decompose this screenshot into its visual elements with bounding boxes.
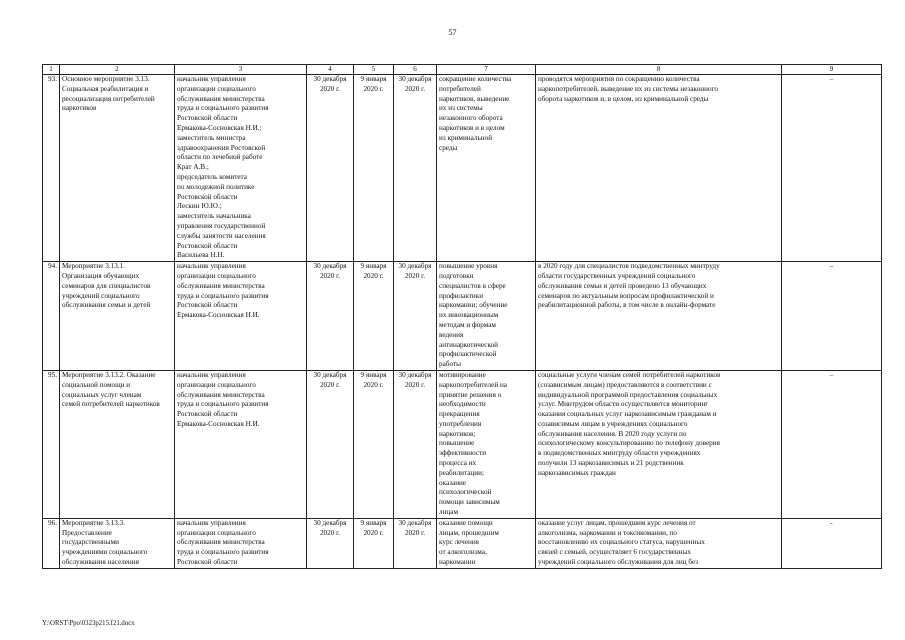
cell-text-line: заместитель начальника xyxy=(177,212,251,221)
cell-text-line: оказание помощи xyxy=(439,518,493,527)
cell-text-line: обслуживания министерства xyxy=(177,538,265,547)
cell-text-line: начальник управления xyxy=(177,370,246,379)
cell-text-line: учреждений социального обслуживания для лиц без xyxy=(538,558,699,567)
cell-text-line: Организация обучающих xyxy=(62,271,140,280)
measure-name-cell xyxy=(60,262,175,371)
cell-text-line: наркомании xyxy=(439,558,476,567)
cell-text-line: в 2020 году для специалистов подведомственных минтруду xyxy=(538,262,720,271)
cell-text-line: председатель комитета xyxy=(177,172,247,181)
cell-text-line: семинаров для специалистов xyxy=(62,281,151,290)
cell-text-line: 2020 г. xyxy=(363,528,384,537)
column-number: 6 xyxy=(394,65,437,75)
fact-start-date-cell xyxy=(354,518,394,568)
cell-text-line: профилактической xyxy=(439,350,497,359)
cell-text-line: семей потребителей наркотиков xyxy=(62,400,160,409)
cell-text-line: Социальная реабилитация и xyxy=(62,84,149,93)
cell-text-line: услуг. Минтрудом области осуществляется мониторинг xyxy=(538,400,709,409)
cell-text-line: Основное мероприятие 3.13. xyxy=(62,75,150,83)
plan-end-date-cell xyxy=(307,75,354,262)
actual-result-cell xyxy=(536,518,782,568)
column-number: 9 xyxy=(782,65,882,75)
column-number: 4 xyxy=(307,65,354,75)
cell-text-line: организации социального xyxy=(177,84,256,93)
cell-text-line: 30 декабря xyxy=(398,75,432,83)
cell-text-line: сокращение количества xyxy=(439,75,512,83)
cell-text-line: Ермакова-Сосновская Н.И.; xyxy=(177,123,262,132)
cell-text-line: антинаркотической xyxy=(439,340,499,349)
fact-end-date-cell xyxy=(394,75,437,262)
cell-text-line: начальник управления xyxy=(177,518,246,527)
cell-text-line: 2020 г. xyxy=(319,271,341,280)
report-table xyxy=(42,64,882,569)
cell-text-line: 30 декабря xyxy=(398,518,432,527)
cell-text-line: принятие решения о xyxy=(439,390,502,399)
cell-text-line: оказание услуг лицам, прошедшим курс лечения от xyxy=(538,518,696,527)
cell-text-line: обслуживания населения xyxy=(62,558,139,567)
cell-text-line: Предоставление xyxy=(62,528,112,537)
cell-text-line: наркомании; обучение xyxy=(439,301,508,310)
cell-text-line: организации социального xyxy=(177,271,256,280)
cell-text-line: психологической xyxy=(439,488,492,497)
column-number: 1 xyxy=(43,65,60,75)
cell-text-line: 30 декабря xyxy=(313,370,347,379)
expected-result-cell xyxy=(437,370,536,518)
plan-end-date-cell xyxy=(307,518,354,568)
cell-text-line: наркозависимых граждан xyxy=(538,468,616,477)
cell-text-line: от алкоголизма, xyxy=(439,548,487,557)
cell-text-line: мотивирование xyxy=(439,370,486,379)
measure-name-cell xyxy=(60,370,175,518)
cell-text-line: труда и социального развития xyxy=(177,548,269,557)
cell-text-line: труда и социального развития xyxy=(177,291,269,300)
cell-text-line: подготовки xyxy=(439,271,474,280)
cell-text-line: 30 декабря xyxy=(398,370,432,379)
cell-text-line: службы занятости населения xyxy=(177,231,266,240)
cell-text-line: необходимости xyxy=(439,400,486,409)
actual-result-cell xyxy=(536,262,782,371)
cell-text-line: прекращения xyxy=(439,410,480,419)
cell-text-line: обслуживания министерства xyxy=(177,390,265,399)
cell-text-line: оборота наркотиков и, в целом, из криминальной среды xyxy=(538,94,709,103)
cell-text-line: профилактики xyxy=(439,291,484,300)
responsible-person-cell xyxy=(175,75,307,262)
table-row xyxy=(43,75,882,262)
cell-text-line: управления государственной xyxy=(177,221,266,230)
cell-text-line: Ростовской области xyxy=(177,192,238,201)
cell-text-line: социальной помощи и xyxy=(62,380,131,389)
cell-text-line: Ростовской области xyxy=(177,241,238,250)
cell-text-line: реабилитации; xyxy=(439,468,484,477)
cell-text-line: семинаров по актуальным вопросам профилактической и xyxy=(538,291,714,300)
cell-text-line: Мероприятие 3.13.2. Оказание xyxy=(62,370,156,379)
cell-text-line: Мероприятие 3.13.3. xyxy=(62,518,126,527)
note-cell xyxy=(782,370,882,518)
cell-text-line: 9 января xyxy=(360,518,387,527)
cell-text-line: употребления xyxy=(439,419,482,428)
cell-text-line: курс лечения xyxy=(439,538,479,547)
cell-text-line: повышение xyxy=(439,439,475,448)
cell-text-line: в подведомственных минтруду области учреждениях xyxy=(538,449,701,458)
fact-start-date-cell xyxy=(354,262,394,371)
footer-file-path: Y:\ORST\Ppo\0323p215.f21.docx xyxy=(42,620,135,627)
fact-start-date-cell xyxy=(354,75,394,262)
cell-text-line: 2020 г. xyxy=(404,528,426,537)
cell-text-line: – xyxy=(829,370,834,379)
table-row xyxy=(43,518,882,568)
cell-text-line: 2020 г. xyxy=(363,380,384,389)
cell-text-line: получили 13 наркозависимых и 21 родственник xyxy=(538,459,684,468)
cell-text-line: обслуживания семьи и детей проведено 13 обучающих xyxy=(538,281,707,290)
cell-text-line: учреждений социального xyxy=(62,291,140,300)
cell-text-line: незаконного оборота xyxy=(439,114,503,123)
cell-text-line: созависимым лицам в учреждениях социального xyxy=(538,419,688,428)
cell-text-line: - xyxy=(830,518,833,527)
cell-text-line: реабилитационной работы, в том числе в онлайн-формате xyxy=(538,301,716,310)
cell-text-line: алкоголизма, наркомании и токсикомании, по xyxy=(538,528,677,537)
cell-text-line: методам и формам xyxy=(439,320,496,329)
column-number: 8 xyxy=(536,65,782,75)
row-number-cell: 94. xyxy=(43,262,60,371)
cell-text-line: работы xyxy=(439,360,461,369)
cell-text-line: (созависимым лицам) предоставляются в соответствии с xyxy=(538,380,712,389)
cell-text-line: заместитель министра xyxy=(177,133,246,142)
table-row xyxy=(43,262,882,371)
cell-text-line: Ермакова-Сосновская Н.И. xyxy=(177,311,260,320)
page-number: 57 xyxy=(448,28,457,37)
responsible-person-cell xyxy=(175,262,307,371)
cell-text-line: начальник управления xyxy=(177,75,246,83)
cell-text-line: Ростовской области xyxy=(177,410,238,419)
fact-end-date-cell xyxy=(394,262,437,371)
cell-text-line: их из системы xyxy=(439,104,483,113)
cell-text-line: проводятся мероприятия по сокращению количества xyxy=(538,75,700,83)
cell-text-line: лицам, прошедшим xyxy=(439,528,499,537)
cell-text-line: их инновационным xyxy=(439,311,499,320)
responsible-person-cell xyxy=(175,518,307,568)
cell-text-line: 9 января xyxy=(360,75,387,83)
cell-text-line: организации социального xyxy=(177,528,256,537)
cell-text-line: наркопотребителей, выведение их из системы незаконного xyxy=(538,84,718,93)
cell-text-line: специалистов в сфере xyxy=(439,281,506,290)
measure-name-cell xyxy=(60,75,175,262)
cell-text-line: здравоохранения Ростовской xyxy=(177,143,266,152)
cell-text-line: 2020 г. xyxy=(404,380,426,389)
cell-text-line: среды xyxy=(439,143,458,152)
column-number: 3 xyxy=(175,65,307,75)
expected-result-cell xyxy=(437,75,536,262)
cell-text-line: Лескин Ю.Ю.; xyxy=(177,202,222,211)
column-number-row xyxy=(43,65,882,75)
cell-text-line: области по лечебной работе xyxy=(177,153,263,162)
cell-text-line: оказания социальных услуг наркозависимым гражданам и xyxy=(538,410,717,419)
cell-text-line: 2020 г. xyxy=(363,84,384,93)
column-number: 7 xyxy=(437,65,536,75)
cell-text-line: наркотиков, выведение xyxy=(439,94,510,103)
cell-text-line: области государственных учреждений социального xyxy=(538,271,696,280)
measure-name-cell xyxy=(60,518,175,568)
cell-text-line: 9 января xyxy=(360,370,387,379)
cell-text-line: государственными xyxy=(62,538,120,547)
cell-text-line: эффективности xyxy=(439,449,487,458)
cell-text-line: обслуживания министерства xyxy=(177,94,265,103)
cell-text-line: наркотиков и в целом xyxy=(439,123,505,132)
note-cell xyxy=(782,262,882,371)
row-number-cell: 93. xyxy=(43,75,60,262)
cell-text-line: восстановлению их социального статуса, нарушенных xyxy=(538,538,705,547)
cell-text-line: наркотиков; xyxy=(439,429,476,438)
actual-result-cell xyxy=(536,75,782,262)
cell-text-line: социальные услуги членам семей потребителей наркотиков xyxy=(538,370,721,379)
plan-end-date-cell xyxy=(307,262,354,371)
cell-text-line: повышение уровня xyxy=(439,262,498,271)
table-row xyxy=(43,370,882,518)
cell-text-line: 30 декабря xyxy=(398,262,432,271)
cell-text-line: Ростовской области xyxy=(177,114,238,123)
cell-text-line: социальных услуг членам xyxy=(62,390,142,399)
cell-text-line: ведения xyxy=(439,330,464,339)
cell-text-line: помощи зависимым xyxy=(439,498,500,507)
cell-text-line: из криминальной xyxy=(439,133,493,142)
cell-text-line: связей с семьей, осуществляет 6 государственных xyxy=(538,548,691,557)
cell-text-line: начальник управления xyxy=(177,262,246,271)
cell-text-line: Крат А.В.; xyxy=(177,163,209,172)
cell-text-line: 2020 г. xyxy=(363,271,384,280)
actual-result-cell xyxy=(536,370,782,518)
plan-end-date-cell xyxy=(307,370,354,518)
note-cell xyxy=(782,75,882,262)
note-cell xyxy=(782,518,882,568)
cell-text-line: труда и социального развития xyxy=(177,400,269,409)
cell-text-line: Васильева Н.Н. xyxy=(177,251,225,260)
fact-end-date-cell xyxy=(394,518,437,568)
responsible-person-cell xyxy=(175,370,307,518)
cell-text-line: организации социального xyxy=(177,380,256,389)
cell-text-line: лицам xyxy=(439,508,459,517)
cell-text-line: индивидуальной программой предоставления социальных xyxy=(538,390,718,399)
cell-text-line: психологическому консультированию по телефону доверия xyxy=(538,439,720,448)
cell-text-line: 30 декабря xyxy=(313,518,347,527)
cell-text-line: учреждениями социального xyxy=(62,548,148,557)
expected-result-cell xyxy=(437,518,536,568)
row-number-cell: 95. xyxy=(43,370,60,518)
expected-result-cell xyxy=(437,262,536,371)
cell-text-line: – xyxy=(829,75,834,83)
cell-text-line: 30 декабря xyxy=(313,262,347,271)
row-number-cell: 96. xyxy=(43,518,60,568)
fact-end-date-cell xyxy=(394,370,437,518)
cell-text-line: обслуживания министерства xyxy=(177,281,265,290)
cell-text-line: 30 декабря xyxy=(313,75,347,83)
cell-text-line: наркотиков xyxy=(62,104,97,113)
cell-text-line: 2020 г. xyxy=(319,528,341,537)
fact-start-date-cell xyxy=(354,370,394,518)
cell-text-line: – xyxy=(829,262,834,271)
cell-text-line: процесса их xyxy=(439,459,477,468)
column-number: 5 xyxy=(354,65,394,75)
cell-text-line: обслуживания населения. В 2020 году услуги по xyxy=(538,429,687,438)
cell-text-line: 2020 г. xyxy=(404,84,426,93)
cell-text-line: Ростовской области xyxy=(177,301,238,310)
cell-text-line: Ермакова-Сосновская Н.И. xyxy=(177,419,260,428)
cell-text-line: потребителей xyxy=(439,84,481,93)
cell-text-line: 9 января xyxy=(360,262,387,271)
column-number: 2 xyxy=(60,65,175,75)
cell-text-line: 2020 г. xyxy=(319,84,341,93)
cell-text-line: Ростовской области xyxy=(177,558,238,567)
cell-text-line: Мероприятие 3.13.1. xyxy=(62,262,126,271)
cell-text-line: труда и социального развития xyxy=(177,104,269,113)
cell-text-line: 2020 г. xyxy=(404,271,426,280)
cell-text-line: ресоциализация потребителей xyxy=(62,94,155,103)
cell-text-line: 2020 г. xyxy=(319,380,341,389)
cell-text-line: оказание xyxy=(439,478,467,487)
cell-text-line: по молодежной политике xyxy=(177,182,255,191)
cell-text-line: обслуживания семьи и детей xyxy=(62,301,151,310)
cell-text-line: наркопотребителей на xyxy=(439,380,507,389)
